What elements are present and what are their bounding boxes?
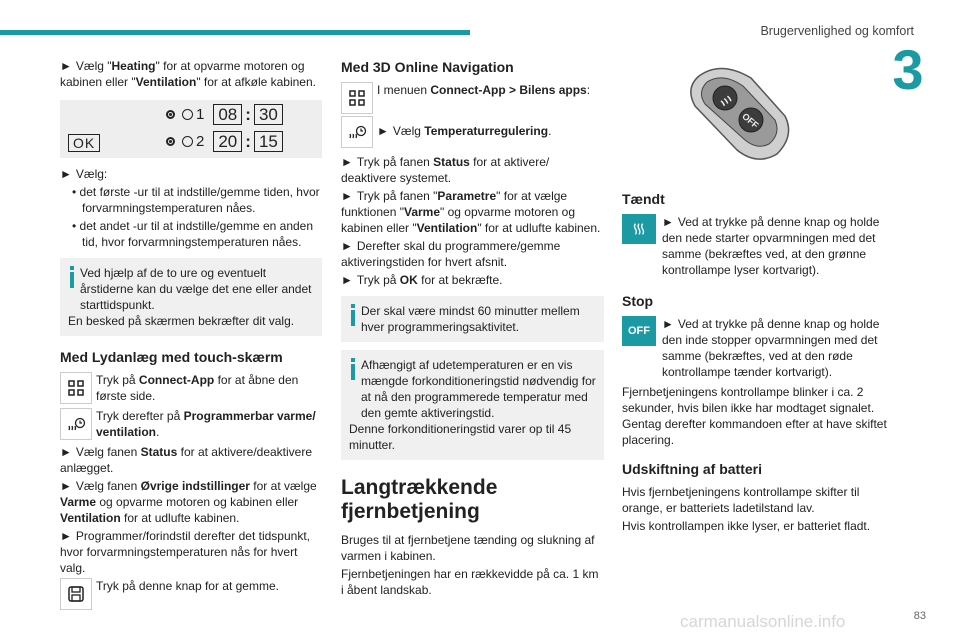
save-step: Tryk på denne knap for at gemme. xyxy=(60,578,322,610)
header-bar xyxy=(0,30,470,35)
grid-apps-icon[interactable] xyxy=(60,372,92,404)
section-heading: Med 3D Online Navigation xyxy=(341,59,514,75)
program-step: ► Programmer/forindstil derefter det tidspunkt, hvor forvarmningstemperaturen nås for hvert valg. xyxy=(60,529,310,575)
status-step: ► Vælg fanen Status for at aktivere/deaktivere anlægget. xyxy=(60,445,313,475)
off-button-icon[interactable]: OFF xyxy=(622,316,656,346)
radio-icon xyxy=(166,110,175,119)
stop-note: Fjernbetjeningens kontrollampe blinker i ca. 2 sekunder, hvis bilen ikke har modtaget signalet. Gentag derefter kommandoen efter at have skiftet placering. xyxy=(622,385,887,447)
programmable-heating-step: Tryk derefter på Programmerbar varme/ ventilation. xyxy=(60,408,322,442)
bullet-item: • det første -ur til at indstille/gemme tiden, hvor forvarmningstemperaturen nåes. xyxy=(72,185,320,215)
watermark: carmanualsonline.info xyxy=(680,612,846,631)
program-step: ► Derefter skal du programmere/gemme aktiveringstiden for hvert afsnit. xyxy=(341,239,561,269)
clock-icon xyxy=(182,136,193,147)
parameters-step: ► Tryk på fanen "Parametre" for at vælge funktionen "Varme" og opvarme motoren og kabinen eller "Ventilation" for at udlufte kabinen. xyxy=(341,189,601,235)
heating-timer-icon[interactable] xyxy=(341,116,373,148)
timer-row-2: 2 20 : 15 xyxy=(166,131,283,152)
battery-low-text: Hvis fjernbetjeningens kontrollampe skifter til orange, er batteriets ladetilstand lav. xyxy=(622,485,860,515)
info-icon xyxy=(349,358,357,380)
heating-timer-icon[interactable] xyxy=(60,408,92,440)
ok-button[interactable]: OK xyxy=(68,134,100,152)
info-icon xyxy=(68,266,76,288)
temperature-step: ► Vælg Temperaturregulering. xyxy=(341,116,604,148)
column-2 xyxy=(341,58,604,600)
remote-description: Bruges til at fjernbetjene tænding og slukning af varmen i kabinen. xyxy=(341,533,595,563)
clock-icon xyxy=(182,109,193,120)
menu-step: I menuen Connect-App > Bilens apps: xyxy=(341,82,604,114)
connect-app-step: Tryk på Connect-App for at åbne den første side. xyxy=(60,372,322,406)
heating-on-icon[interactable] xyxy=(622,214,656,244)
info-box: Afhængigt af udetemperaturen er en vis mængde forkonditioneringstid nødvendig for at nå den programmerede temperatur med den gemte aktiveringstid. Denne forkonditioneringstid varer op til 45 minutter. xyxy=(341,350,604,460)
info-icon xyxy=(349,304,357,326)
save-icon[interactable] xyxy=(60,578,92,610)
section-heading: Udskiftning af batteri xyxy=(622,461,763,477)
section-heading: Med Lydanlæg med touch-skærm xyxy=(60,349,283,365)
remote-control-image xyxy=(677,58,797,168)
section-heading: Tændt xyxy=(622,191,665,207)
column-3 xyxy=(622,58,888,536)
timer-display-panel xyxy=(60,100,322,158)
column-1 xyxy=(60,58,322,612)
page-number: 83 xyxy=(913,610,926,622)
status-step: ► Tryk på fanen Status for at aktivere/ deaktivere systemet. xyxy=(341,155,550,185)
remote-range: Fjernbetjeningen har en rækkevidde på ca. 1 km i åbent landskab. xyxy=(341,567,599,597)
section-title: Langtrækkende fjernbetjening xyxy=(341,476,498,523)
chapter-number: 3 xyxy=(892,38,924,101)
settings-step: ► Vælg fanen Øvrige indstillinger for at vælge Varme og opvarme motoren og kabinen eller Ventilation for at udlufte kabinen. xyxy=(60,479,317,525)
intro-paragraph: ► Vælg "Heating" for at opvarme motoren og kabinen eller "Ventilation" for at afkøle kabinen. xyxy=(60,59,316,89)
grid-apps-icon[interactable] xyxy=(341,82,373,114)
choose-step: ► Vælg: xyxy=(60,167,108,181)
timer-row-1: 1 08 : 30 xyxy=(166,104,283,125)
remote-off-label: OFF xyxy=(740,111,761,131)
battery-flat-text: Hvis kontrollampen ikke lyser, er batteriet fladt. xyxy=(622,519,871,533)
on-step: ► Ved at trykke på denne knap og holde den nede starter opvarmningen med det samme (bekræftes ved, at den grønne kontrollampe lyser kortvarigt). xyxy=(622,214,888,280)
chapter-title: Brugervenlighed og komfort xyxy=(760,24,914,38)
stop-step: OFF ► Ved at trykke på denne knap og holde den inde stopper opvarmningen med det samme (bekræftes, ved at den røde kontrollampe tænder kortvarigt). xyxy=(622,316,888,382)
ok-step: ► Tryk på OK for at bekræfte. xyxy=(341,273,503,287)
radio-icon xyxy=(166,137,175,146)
bullet-item: • det andet -ur til at indstille/gemme en anden tid, hvor forvarmningstemperaturen nåes. xyxy=(72,219,314,249)
info-box: Der skal være mindst 60 minutter mellem hver programmeringsaktivitet. xyxy=(341,296,604,342)
info-box: Ved hjælp af de to ure og eventuelt årstiderne kan du vælge det ene eller andet starttidspunkt. En besked på skærmen bekræfter dit valg. xyxy=(60,258,322,336)
section-heading: Stop xyxy=(622,293,654,309)
